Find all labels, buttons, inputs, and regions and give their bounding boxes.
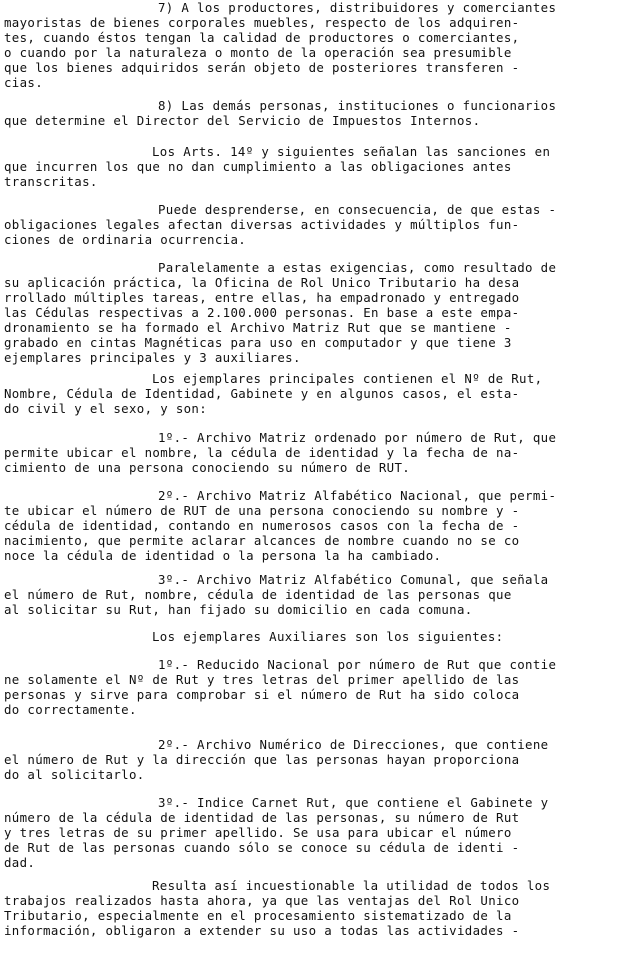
text-line: Tributario, especialmente en el procesamiento sistematizado de la — [4, 908, 512, 923]
text-line: do civil y el sexo, y son: — [4, 401, 208, 416]
text-line: Los ejemplares Auxiliares son los siguientes: — [152, 629, 504, 644]
text-line: que determine el Director del Servicio de Impuestos Internos. — [4, 113, 481, 128]
paragraph-item-7 — [0, 0, 630, 90]
text-line: noce la cédula de identidad o la persona la ha cambiado. — [4, 548, 442, 563]
text-line: el número de Rut y la dirección que las personas hayan proporciona — [4, 752, 520, 767]
text-line: Los ejemplares principales contienen el Nº de Rut, — [152, 371, 543, 386]
text-line: personas y sirve para comprobar si el número de Rut ha sido coloca — [4, 687, 520, 702]
text-line: 2º.- Archivo Matriz Alfabético Nacional, que permi- — [158, 488, 557, 503]
text-line: Los Arts. 14º y siguientes señalan las sanciones en — [152, 144, 551, 159]
text-line: do correctamente. — [4, 702, 137, 717]
text-line: grabado en cintas Magnéticas para uso en computador y que tiene 3 — [4, 335, 512, 350]
paragraph-principal-1 — [0, 430, 630, 475]
text-line: ciones de ordinaria ocurrencia. — [4, 232, 247, 247]
text-line: obligaciones legales afectan diversas actividades y múltiplos fun- — [4, 217, 520, 232]
text-line: ne solamente el Nº de Rut y tres letras del primer apellido de las — [4, 672, 520, 687]
text-line: tes, cuando éstos tengan la calidad de productores o comerciantes, — [4, 30, 520, 45]
text-line: su aplicación práctica, la Oficina de Rol Unico Tributario ha desa — [4, 275, 520, 290]
text-line: y tres letras de su primer apellido. Se usa para ubicar el número — [4, 825, 512, 840]
paragraph-principal-3 — [0, 572, 630, 617]
text-line: ejemplares principales y 3 auxiliares. — [4, 350, 301, 365]
text-line: 3º.- Archivo Matriz Alfabético Comunal, que señala — [158, 572, 549, 587]
text-line: 1º.- Reducido Nacional por número de Rut que contie — [158, 657, 557, 672]
text-line: nacimiento, que permite aclarar alcances de nombre cuando no se co — [4, 533, 520, 548]
paragraph-sanciones — [0, 144, 630, 189]
text-line: cias. — [4, 75, 44, 90]
text-line: el número de Rut, nombre, cédula de identidad de las personas que — [4, 587, 512, 602]
paragraph-auxiliar-3 — [0, 795, 630, 870]
paragraph-item-8 — [0, 98, 630, 128]
text-line: 8) Las demás personas, instituciones o funcionarios — [158, 98, 557, 113]
text-line: Paralelamente a estas exigencias, como resultado de — [158, 260, 557, 275]
text-line: información, obligaron a extender su uso a todas las actividades - — [4, 923, 520, 938]
paragraph-paralelamente — [0, 260, 630, 365]
text-line: 7) A los productores, distribuidores y comerciantes — [158, 0, 557, 15]
text-line: Resulta así incuestionable la utilidad de todos los — [152, 878, 551, 893]
text-line: o cuando por la naturaleza o monto de la operación sea presumible — [4, 45, 512, 60]
paragraph-principal-2 — [0, 488, 630, 563]
text-line: al solicitar su Rut, han fijado su domicilio en cada comuna. — [4, 602, 473, 617]
paragraph-ejemplares-principales — [0, 371, 630, 416]
text-line: que incurren los que no dan cumplimiento a las obligaciones antes — [4, 159, 512, 174]
text-line: cimiento de una persona conociendo su número de RUT. — [4, 460, 411, 475]
text-line: trabajos realizados hasta ahora, ya que las ventajas del Rol Unico — [4, 893, 520, 908]
text-line: Puede desprenderse, en consecuencia, de que estas - — [158, 202, 557, 217]
paragraph-auxiliar-2 — [0, 737, 630, 782]
text-line: permite ubicar el nombre, la cédula de identidad y la fecha de na- — [4, 445, 520, 460]
text-line: las Cédulas respectivas a 2.100.000 personas. En base a este empa- — [4, 305, 520, 320]
paragraph-obligaciones — [0, 202, 630, 247]
text-line: transcritas. — [4, 174, 98, 189]
text-line: Nombre, Cédula de Identidad, Gabinete y en algunos casos, el esta- — [4, 386, 520, 401]
text-line: 1º.- Archivo Matriz ordenado por número de Rut, que — [158, 430, 557, 445]
text-line: 2º.- Archivo Numérico de Direcciones, que contiene — [158, 737, 549, 752]
text-line: do al solicitarlo. — [4, 767, 145, 782]
text-line: te ubicar el número de RUT de una persona conociendo su nombre y - — [4, 503, 520, 518]
paragraph-auxiliar-1 — [0, 657, 630, 717]
paragraph-auxiliares-heading — [0, 629, 630, 644]
text-line: dronamiento se ha formado el Archivo Matriz Rut que se mantiene - — [4, 320, 512, 335]
text-line: mayoristas de bienes corporales muebles, respecto de los adquiren- — [4, 15, 520, 30]
text-line: dad. — [4, 855, 36, 870]
paragraph-resulta — [0, 878, 630, 938]
text-line: de Rut de las personas cuando sólo se conoce su cédula de identi - — [4, 840, 520, 855]
text-line: número de la cédula de identidad de las personas, su número de Rut — [4, 810, 520, 825]
text-line: 3º.- Indice Carnet Rut, que contiene el Gabinete y — [158, 795, 549, 810]
text-line: cédula de identidad, contando en numerosos casos con la fecha de - — [4, 518, 520, 533]
text-line: que los bienes adquiridos serán objeto de posteriores transferen - — [4, 60, 520, 75]
text-line: rrollado múltiples tareas, entre ellas, ha empadronado y entregado — [4, 290, 520, 305]
